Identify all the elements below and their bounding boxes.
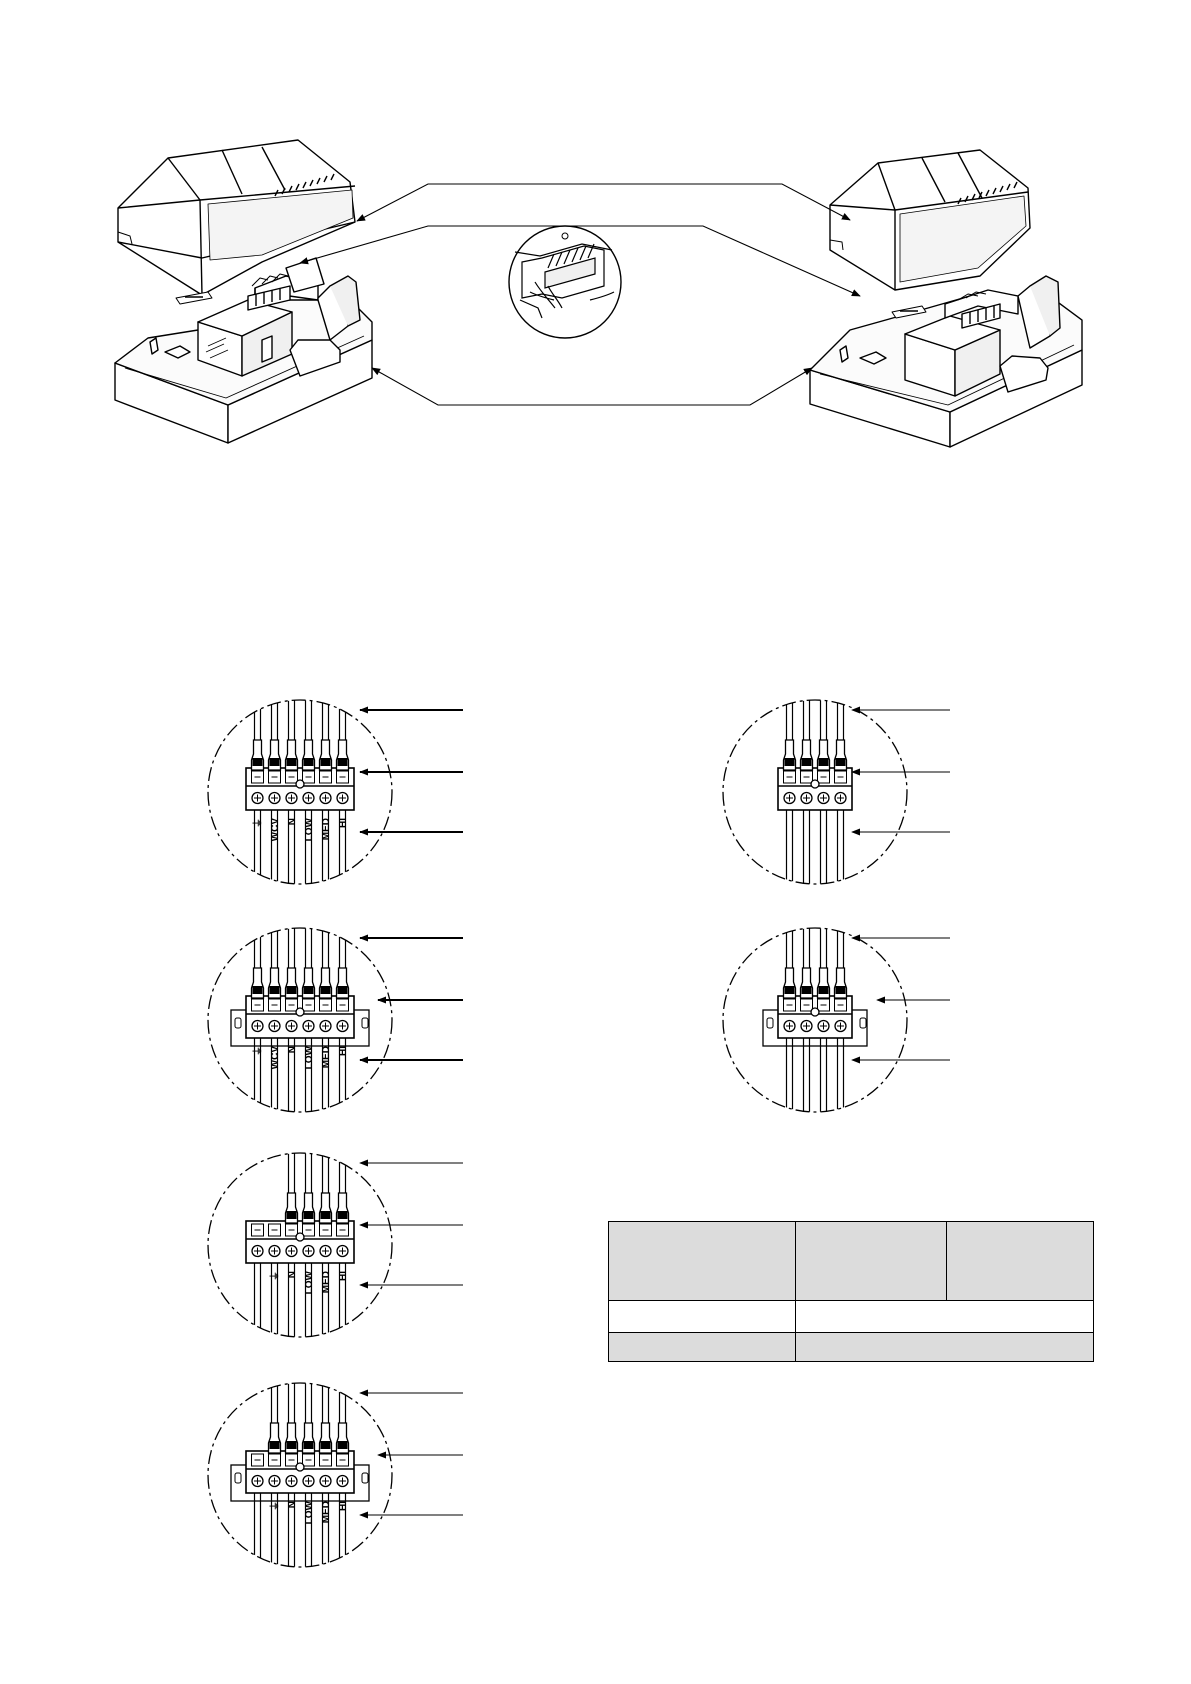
wire-label: HI [338,1501,350,1511]
control-box-right-base [810,276,1082,447]
wire-label: N [287,1271,299,1279]
wire-label: N [287,1501,299,1509]
wire-label: MED [321,1271,333,1294]
inset-terminal-detail [509,226,621,338]
wire-label: HI [338,818,350,828]
detail-circle-c [208,1148,463,1342]
wire-label: ⏚ [270,1271,282,1281]
control-box-right-exploded [810,150,1082,447]
spec-row2-label [609,1333,796,1362]
control-box-left-base [115,274,372,443]
wire-label: WCV [270,818,282,842]
detail-circle-c2 [208,1378,463,1572]
wire-label: LOW [304,1046,316,1070]
wire-label: MED [321,1046,333,1069]
spec-header-cell-1 [609,1222,796,1301]
control-box-left-exploded [115,140,372,443]
spec-header-cell-2 [796,1222,947,1301]
spec-row2-value [796,1333,1094,1362]
table-row [609,1301,1094,1333]
spec-table [608,1221,1094,1362]
spec-row1-label [609,1301,796,1333]
wire-label: MED [321,1501,333,1524]
table-row [609,1333,1094,1362]
terminal-detail-group [208,695,950,1572]
spec-row1-value [796,1301,1094,1333]
detail-circle-a [208,695,463,889]
wire-label: MED [321,818,333,841]
wire-label: ⏚ [253,818,265,828]
wire-label: LOW [304,1271,316,1295]
wire-label: ⏚ [270,1501,282,1511]
wire-label: N [287,1046,299,1054]
detail-circle-b [723,695,950,889]
wire-label: HI [338,1046,350,1056]
wire-label: ⏚ [253,1046,265,1056]
wire-label: LOW [304,818,316,842]
wire-label: HI [338,1271,350,1281]
detail-circle-a2 [208,923,463,1117]
wire-label: N [287,818,299,826]
wire-label: WCV [270,1046,282,1070]
control-box-right-cover [830,150,1030,290]
wire-label: LOW [304,1501,316,1525]
detail-circle-b2 [723,923,950,1117]
spec-header-cell-3 [947,1222,1094,1301]
spec-table-header-row [609,1222,1094,1301]
